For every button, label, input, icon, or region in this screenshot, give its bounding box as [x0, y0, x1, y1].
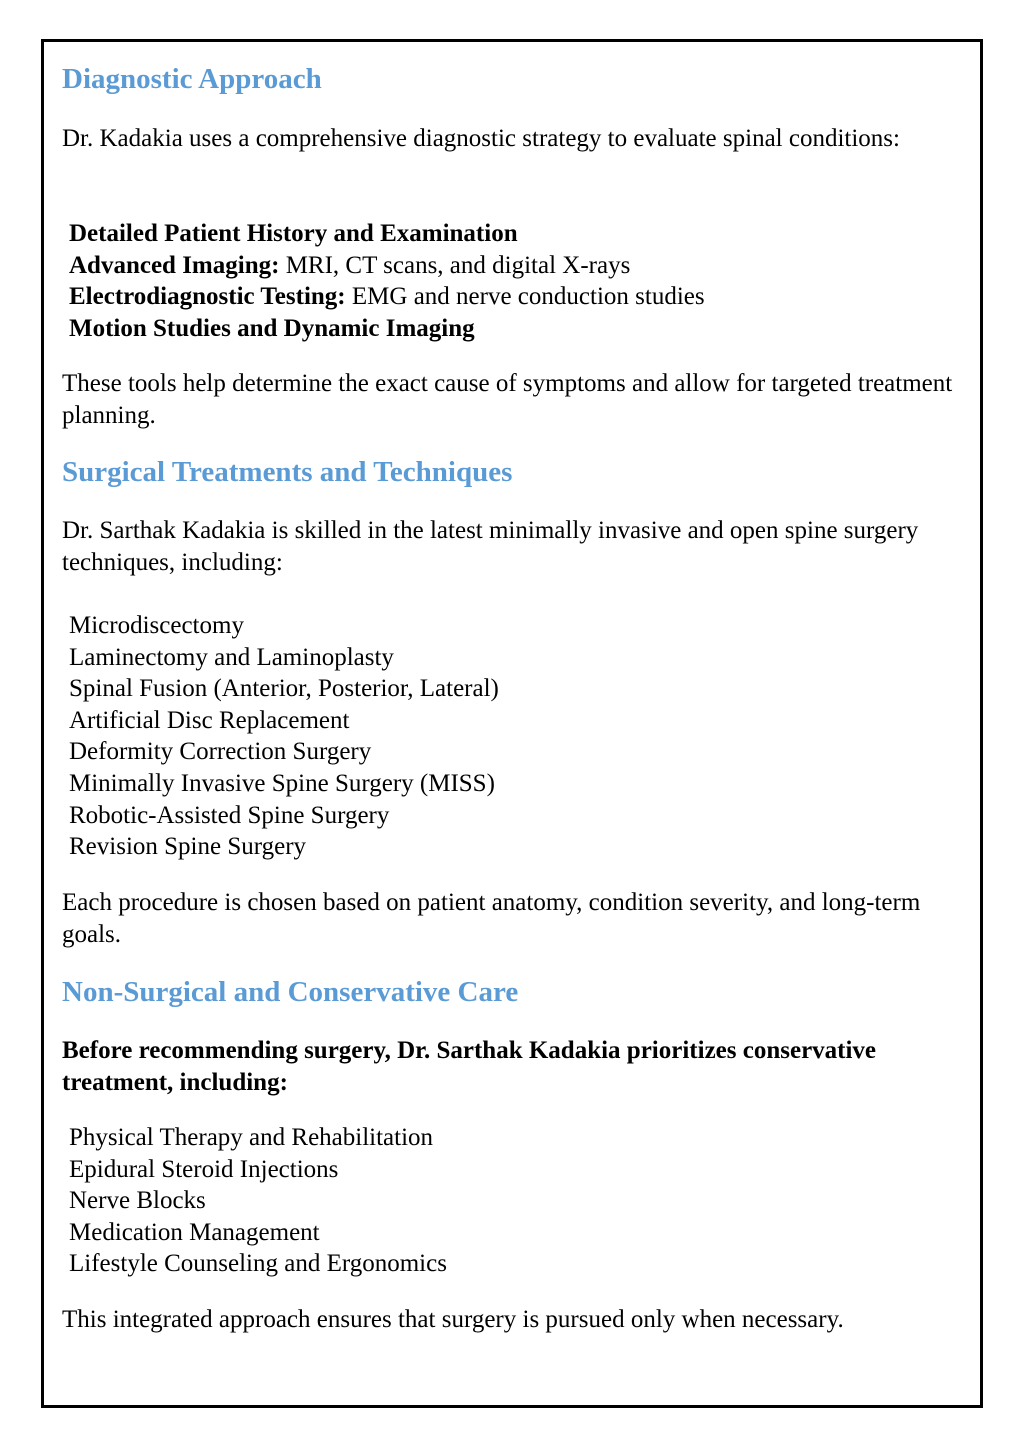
section-heading-surgical-treatments: Surgical Treatments and Techniques	[62, 456, 513, 488]
list-item: Epidural Steroid Injections	[69, 1155, 339, 1183]
list-item: Deformity Correction Surgery	[69, 738, 372, 766]
diagnostic-outro-paragraph: These tools help determine the exact cause of symptoms and allow for targeted treatment planning.	[62, 370, 953, 429]
list-item	[69, 250, 705, 282]
surgical-procedures-list	[69, 610, 499, 863]
diagnostic-intro-paragraph: Dr. Kadakia uses a comprehensive diagnostic strategy to evaluate spinal conditions:	[62, 125, 900, 152]
list-item: Laminectomy and Laminoplasty	[69, 643, 394, 671]
list-item: Minimally Invasive Spine Surgery (MISS)	[69, 769, 495, 797]
surgical-outro-paragraph: Each procedure is chosen based on patient anatomy, condition severity, and long-term goals.	[62, 889, 921, 948]
diagnostic-methods-list	[69, 218, 705, 344]
list-item-text: MRI, CT scans, and digital X-rays	[279, 251, 631, 279]
list-item-label: Detailed Patient History and Examination	[69, 220, 518, 247]
list-item: Robotic-Assisted Spine Surgery	[69, 801, 390, 829]
list-item-label: Advanced Imaging:	[69, 251, 280, 279]
section-heading-non-surgical-care: Non-Surgical and Conservative Care	[62, 976, 519, 1008]
non-surgical-outro-paragraph: This integrated approach ensures that surgery is pursued only when necessary.	[62, 1306, 844, 1333]
list-item: Spinal Fusion (Anterior, Posterior, Lateral)	[69, 675, 499, 703]
list-item-text: EMG and nerve conduction studies	[345, 283, 705, 311]
list-item	[69, 281, 705, 313]
list-item-label: Motion Studies and Dynamic Imaging	[69, 314, 475, 342]
section-heading-diagnostic-approach: Diagnostic Approach	[62, 63, 322, 95]
list-item: Nerve Blocks	[69, 1187, 206, 1215]
surgical-intro-paragraph: Dr. Sarthak Kadakia is skilled in the latest minimally invasive and open spine surgery techniques, including:	[62, 517, 919, 576]
list-item: Revision Spine Surgery	[69, 833, 307, 861]
non-surgical-intro-paragraph: Before recommending surgery, Dr. Sarthak Kadakia prioritizes conservative treatment, including:	[62, 1037, 877, 1096]
list-item-label: Electrodiagnostic Testing:	[69, 283, 346, 311]
list-item: Lifestyle Counseling and Ergonomics	[69, 1250, 447, 1278]
list-item: Physical Therapy and Rehabilitation	[69, 1124, 434, 1151]
list-item: Microdiscectomy	[69, 612, 244, 639]
conservative-treatments-list	[69, 1122, 447, 1280]
list-item	[69, 313, 705, 345]
list-item: Artificial Disc Replacement	[69, 706, 350, 734]
list-item	[69, 218, 705, 250]
list-item: Medication Management	[69, 1218, 320, 1246]
